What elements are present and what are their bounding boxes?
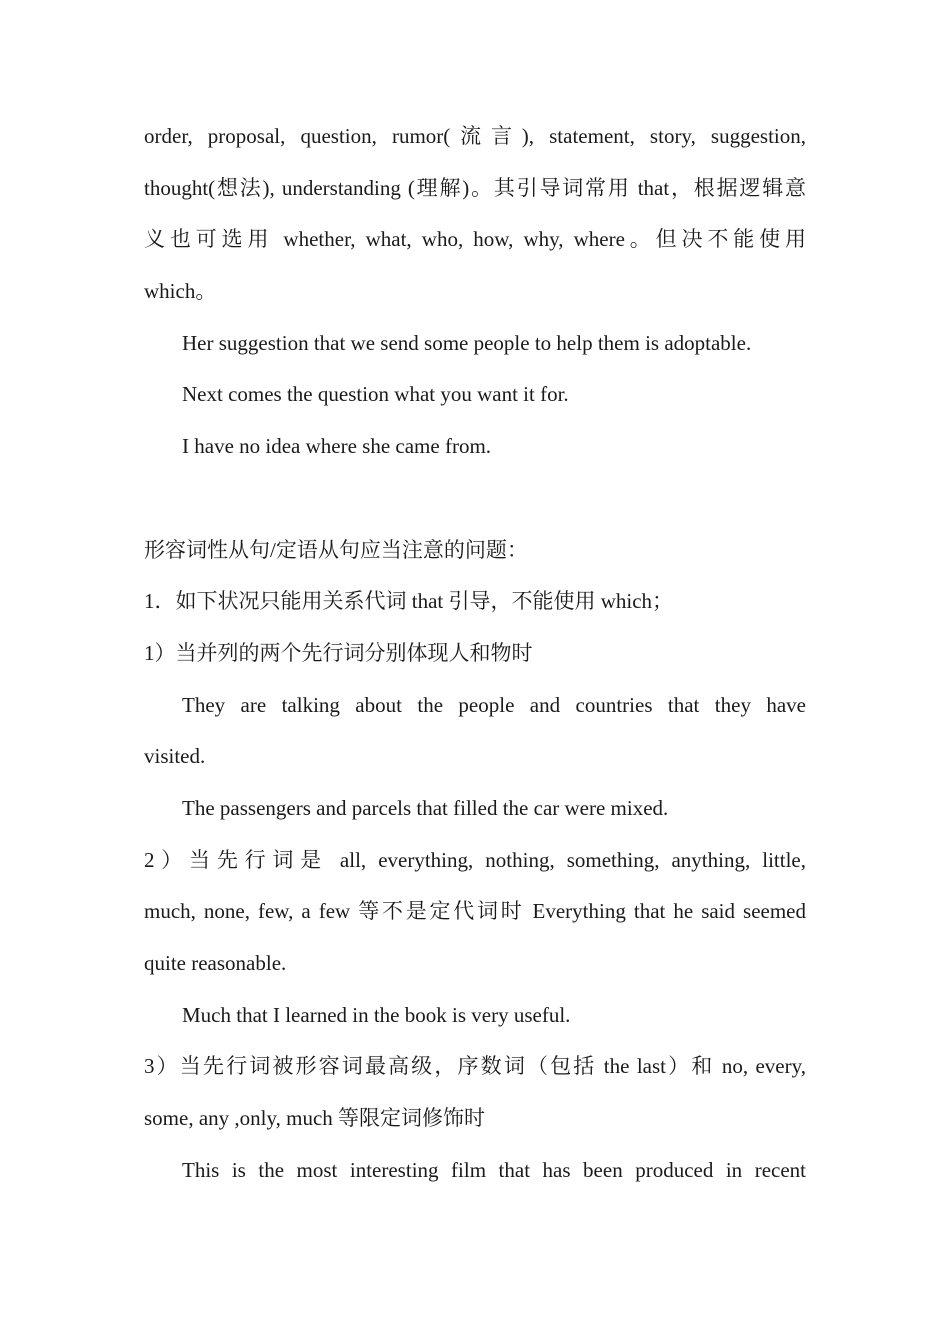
paragraph-line: 义也可选用 whether, what, who, how, why, where。但决不能使用	[144, 227, 806, 252]
example-sentence: I have no idea where she came from.	[182, 434, 492, 459]
paragraph-line: order, proposal, question, rumor(流言), statement, story, suggestion,	[144, 124, 806, 148]
document-page	[144, 111, 806, 1196]
example-sentence: This is the most interesting film that has been produced in recent	[182, 1157, 806, 1182]
rule-subitem-continued: much, none, few, a few 等不是定代词时 Everything that he said seemed	[144, 899, 806, 924]
example-sentence: The passengers and parcels that filled the car were mixed.	[182, 795, 669, 820]
rule-subitem: 1）当并列的两个先行词分别体现人和物时	[144, 640, 533, 665]
example-sentence: Much that I learned in the book is very useful.	[182, 1002, 571, 1027]
rule-subitem: 3）当先行词被形容词最高级，序数词（包括 the last）和 no, every,	[144, 1054, 806, 1079]
paragraph-line: which。	[144, 279, 217, 304]
example-sentence: Her suggestion that we send some people to help them is adoptable.	[182, 330, 752, 355]
rule-subitem: 2）当先行词是 all, everything, nothing, something, anything, little,	[144, 847, 806, 872]
rule-item: 1．如下状况只能用关系代词 that 引导，不能使用 which；	[144, 589, 674, 614]
example-sentence: Next comes the question what you want it for.	[182, 382, 569, 407]
example-sentence-continued: visited.	[144, 744, 206, 769]
blank-line	[144, 473, 806, 525]
example-sentence-continued: quite reasonable.	[144, 951, 287, 975]
paragraph-line: thought(想法), understanding (理解)。其引导词常用 that，根据逻辑意	[144, 175, 806, 200]
section-heading: 形容词性从句/定语从句应当注意的问题：	[144, 537, 528, 562]
example-sentence: They are talking about the people and countries that they have	[182, 692, 806, 717]
rule-subitem-continued: some, any ,only, much 等限定词修饰时	[144, 1106, 486, 1131]
